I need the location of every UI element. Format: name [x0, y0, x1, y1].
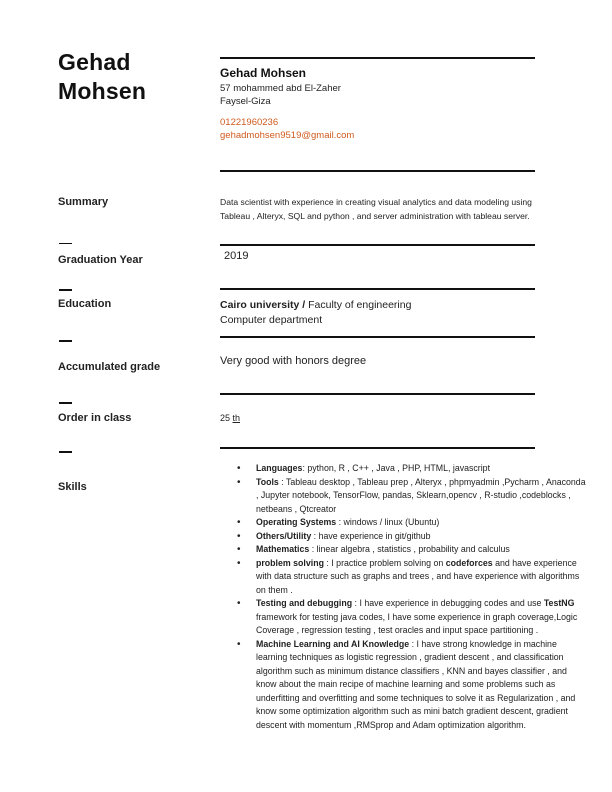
university-name: Cairo university / [220, 299, 306, 311]
divider-line [220, 336, 535, 338]
skill-item-testing: • Testing and debugging : I have experience in debugging codes and use TestNG framework for testing java codes, I have some experience in graph coverage,Logic Coverage , regression testing , test oracles and input space partitioning . [256, 597, 586, 638]
graduation-year: 2019 [224, 250, 249, 262]
email-link[interactable]: gehadmohsen9519@gmail.com [220, 129, 355, 141]
order-value [220, 413, 240, 423]
section-dash [59, 243, 72, 244]
section-dash [59, 451, 72, 453]
skill-item-languages: • Languages: python, R , C++ , Java , PHP, HTML, javascript [256, 462, 586, 476]
last-name: Mohsen [58, 78, 147, 104]
contact-name: Gehad Mohsen [220, 66, 307, 80]
skill-item-math: • Mathematics : linear algebra , statistics , probability and calculus [256, 543, 586, 557]
skill-item-tools: • Tools : Tableau desktop , Tableau prep , Alteryx , phpmyadmin ,Pycharm , Anaconda , Jupyter notebook, TensorFlow, pandas, Sklearn,opencv , R-studio ,codeblocks , netbeans , Qtcreator [256, 476, 586, 517]
contact-info [220, 117, 354, 142]
skill-item-utility: • Others/Utility : have experience in git/github [256, 530, 586, 544]
section-label-grade: Accumulated grade [58, 361, 161, 373]
faculty-name: Faculty of engineering [305, 299, 412, 311]
divider-line [220, 244, 535, 246]
education-details [220, 298, 411, 328]
address-line-1: 57 mohammed abd El-Zaher [220, 83, 341, 94]
resume-name-heading [58, 48, 146, 106]
section-dash [59, 289, 72, 291]
divider-line [220, 288, 535, 290]
grade-value: Very good with honors degree [220, 355, 367, 367]
skill-item-os: • Operating Systems : windows / linux (Ubuntu) [256, 516, 586, 530]
address-line-2: Faysel-Giza [220, 95, 271, 107]
divider-line [220, 170, 535, 172]
address [220, 83, 341, 108]
order-number: 25 [220, 413, 233, 423]
department-name: Computer department [220, 314, 323, 326]
first-name: Gehad [58, 49, 131, 75]
skill-item-problem-solving: • problem solving : I practice problem solving on codeforces and have experience with data structure such as graphs and trees , and have experience with algorithms on them . [256, 557, 586, 598]
section-dash [59, 402, 72, 404]
section-label-education: Education [58, 298, 112, 310]
section-label-summary: Summary [58, 196, 109, 208]
phone-number[interactable]: 01221960236 [220, 117, 279, 128]
divider-line [220, 447, 535, 449]
summary-text: Data scientist with experience in creating visual analytics and data modeling using Tableau , Alteryx, SQL and python , and server administration with tableau server. [220, 197, 532, 221]
divider-line [220, 57, 535, 59]
order-suffix: th [232, 413, 241, 423]
section-label-order: Order in class [58, 412, 132, 424]
section-label-skills: Skills [58, 481, 87, 493]
section-label-graduation: Graduation Year [58, 254, 143, 266]
divider-line [220, 393, 535, 395]
section-dash [59, 340, 72, 342]
skills-list [226, 462, 586, 732]
skill-item-ml: • Machine Learning and AI Knowledge : I have strong knowledge in machine learning techniques as logistic regression , gradient descent , and classification algorithm such as minimum distance classifiers , KNN and bayes classifier , and know about the main recipe of machine learning and some problems such as underfitting and overfitting and some techniques to solve it as Regularization , and know some optimization algorithm such as mini batch gradient descent, gradient descent with momentum ,RMSprop and Adam optimization algorithm. [256, 638, 586, 733]
